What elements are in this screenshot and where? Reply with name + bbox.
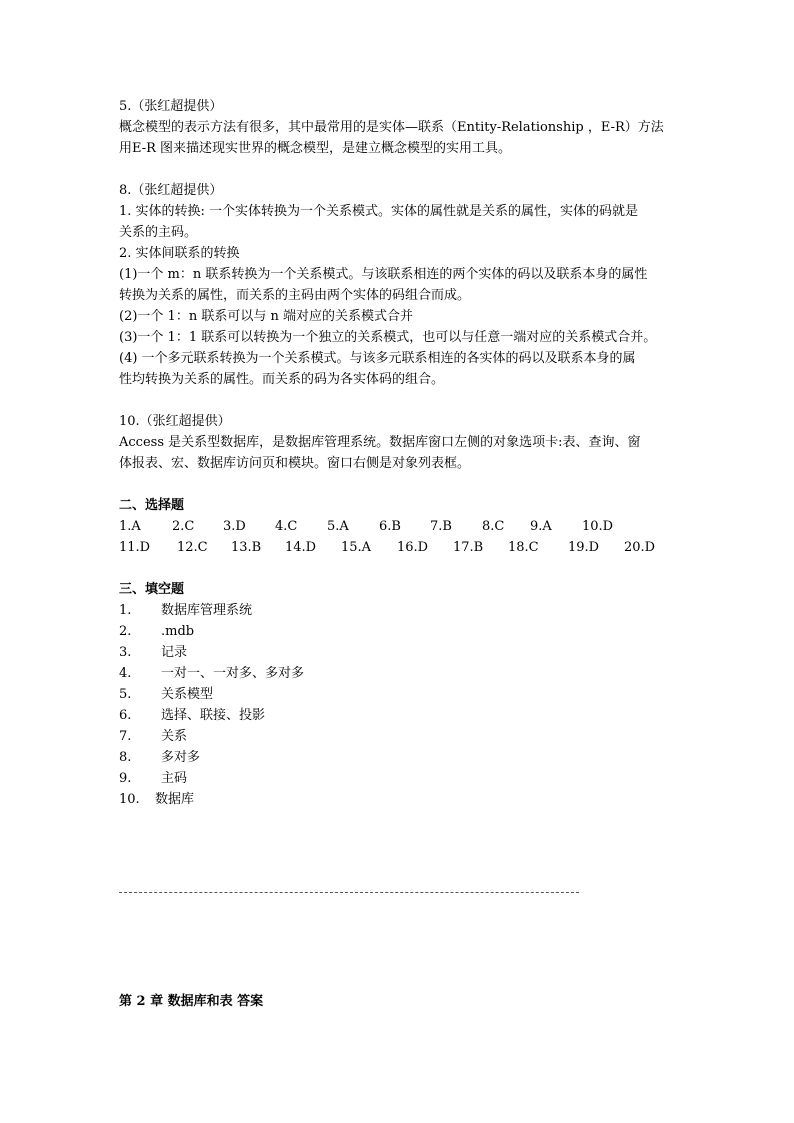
choice-answer: 11.D bbox=[119, 540, 151, 555]
fill-answer-number: 2. bbox=[119, 624, 132, 639]
choice-answer: 20.D bbox=[624, 540, 656, 555]
section-10-line: 体报表、宏、数据库访问页和模块。窗口右侧是对象列表框。 bbox=[119, 456, 471, 471]
choice-answer: 19.D bbox=[568, 540, 600, 555]
fill-answer-number: 3. bbox=[119, 645, 132, 660]
fill-answer-item bbox=[119, 600, 679, 621]
choice-answer: 15.A bbox=[341, 540, 372, 555]
choice-answer: 16.D bbox=[397, 540, 429, 555]
choice-answer: 14.D bbox=[285, 540, 317, 555]
fill-answer-item bbox=[119, 705, 679, 726]
choice-answer: 12.C bbox=[177, 540, 208, 555]
section-5-line: 用E-R 图来描述现实世界的概念模型，是建立概念模型的实用工具。 bbox=[119, 141, 512, 156]
choice-answer: 2.C bbox=[172, 519, 195, 534]
fill-answer-item bbox=[119, 768, 679, 789]
choice-answer: 4.C bbox=[275, 519, 298, 534]
choice-answers-row-1 bbox=[119, 516, 679, 537]
fill-answer-text: 多对多 bbox=[161, 750, 201, 765]
spacer bbox=[119, 558, 679, 579]
spacer bbox=[119, 159, 679, 180]
choice-answer: 17.B bbox=[453, 540, 484, 555]
fill-answer-number: 5. bbox=[119, 687, 132, 702]
choice-answer: 8.C bbox=[482, 519, 505, 534]
fill-answer-item bbox=[119, 642, 679, 663]
fill-answer-text: 关系模型 bbox=[161, 687, 214, 702]
choice-answer: 10.D bbox=[582, 519, 614, 534]
document-body bbox=[119, 96, 679, 810]
fill-answer-text: 关系 bbox=[161, 729, 188, 744]
fill-answer-item bbox=[119, 663, 679, 684]
section-8-line: 转换为关系的属性，而关系的主码由两个实体的码组合而成。 bbox=[119, 288, 471, 303]
section-5-line: 概念模型的表示方法有很多，其中最常用的是实体—联系（Entity-Relationship ，E-R）方法 bbox=[119, 120, 664, 135]
choice-answer: 3.D bbox=[223, 519, 246, 534]
fill-answer-number: 7. bbox=[119, 729, 132, 744]
fill-answer-text: 主码 bbox=[161, 771, 188, 786]
section-5-header: 5.（张红超提供） bbox=[119, 99, 223, 114]
section-8-line: (1)一个 m：n 联系转换为一个关系模式。与该联系相连的两个实体的码以及联系本身的属性 bbox=[119, 267, 648, 282]
fill-answer-item bbox=[119, 684, 679, 705]
fill-answer-number: 1. bbox=[119, 603, 132, 618]
section-8-line: (2)一个 1：n 联系可以与 n 端对应的关系模式合并 bbox=[119, 309, 413, 324]
section-10-line: Access 是关系型数据库，是数据库管理系统。数据库窗口左侧的对象选项卡:表、查询、窗 bbox=[119, 435, 641, 450]
choice-answer: 13.B bbox=[231, 540, 262, 555]
fill-answer-number: 6. bbox=[119, 708, 132, 723]
fill-answer-text: 数据库 bbox=[155, 792, 195, 807]
choice-answer: 9.A bbox=[530, 519, 552, 534]
fill-section-title: 三、填空题 bbox=[119, 582, 185, 597]
fill-answer-number: 4. bbox=[119, 666, 132, 681]
section-10-header: 10.（张红超提供） bbox=[119, 414, 231, 429]
section-8-header: 8.（张红超提供） bbox=[119, 183, 223, 198]
fill-answer-text: 选择、联接、投影 bbox=[161, 708, 266, 723]
section-8-line: (4) 一个多元联系转换为一个关系模式。与该多元联系相连的各实体的码以及联系本身的属 bbox=[119, 351, 636, 366]
fill-answer-number: 10. bbox=[119, 792, 140, 807]
fill-answer-text: 记录 bbox=[161, 645, 188, 660]
section-8-line: (3)一个 1：1 联系可以转换为一个独立的关系模式，也可以与任意一端对应的关系模式合并。 bbox=[119, 330, 657, 345]
choice-answer: 6.B bbox=[379, 519, 401, 534]
page-divider bbox=[119, 892, 579, 893]
spacer bbox=[119, 474, 679, 495]
fill-answer-item bbox=[119, 747, 679, 768]
section-8-line: 1. 实体的转换: 一个实体转换为一个关系模式。实体的属性就是关系的属性，实体的码就是 bbox=[119, 204, 639, 219]
section-8-line: 性均转换为关系的属性。而关系的码为各实体码的组合。 bbox=[119, 372, 445, 387]
choice-section-title: 二、选择题 bbox=[119, 498, 185, 513]
choice-answer: 7.B bbox=[430, 519, 452, 534]
section-8-line: 关系的主码。 bbox=[119, 225, 198, 240]
fill-answer-item bbox=[119, 789, 679, 810]
section-8-line: 2. 实体间联系的转换 bbox=[119, 246, 240, 261]
spacer bbox=[119, 390, 679, 411]
fill-answer-text: 数据库管理系统 bbox=[161, 603, 253, 618]
chapter-title: 第 2 章 数据库和表 答案 bbox=[119, 994, 264, 1009]
choice-answers-row-2 bbox=[119, 537, 679, 558]
fill-answer-item bbox=[119, 621, 679, 642]
fill-answer-text: 一对一、一对多、多对多 bbox=[161, 666, 305, 681]
choice-answer: 1.A bbox=[119, 519, 141, 534]
fill-answer-number: 9. bbox=[119, 771, 132, 786]
choice-answer: 18.C bbox=[508, 540, 539, 555]
fill-answer-item bbox=[119, 726, 679, 747]
choice-answer: 5.A bbox=[327, 519, 349, 534]
fill-answer-text: .mdb bbox=[161, 624, 195, 639]
fill-answer-number: 8. bbox=[119, 750, 132, 765]
